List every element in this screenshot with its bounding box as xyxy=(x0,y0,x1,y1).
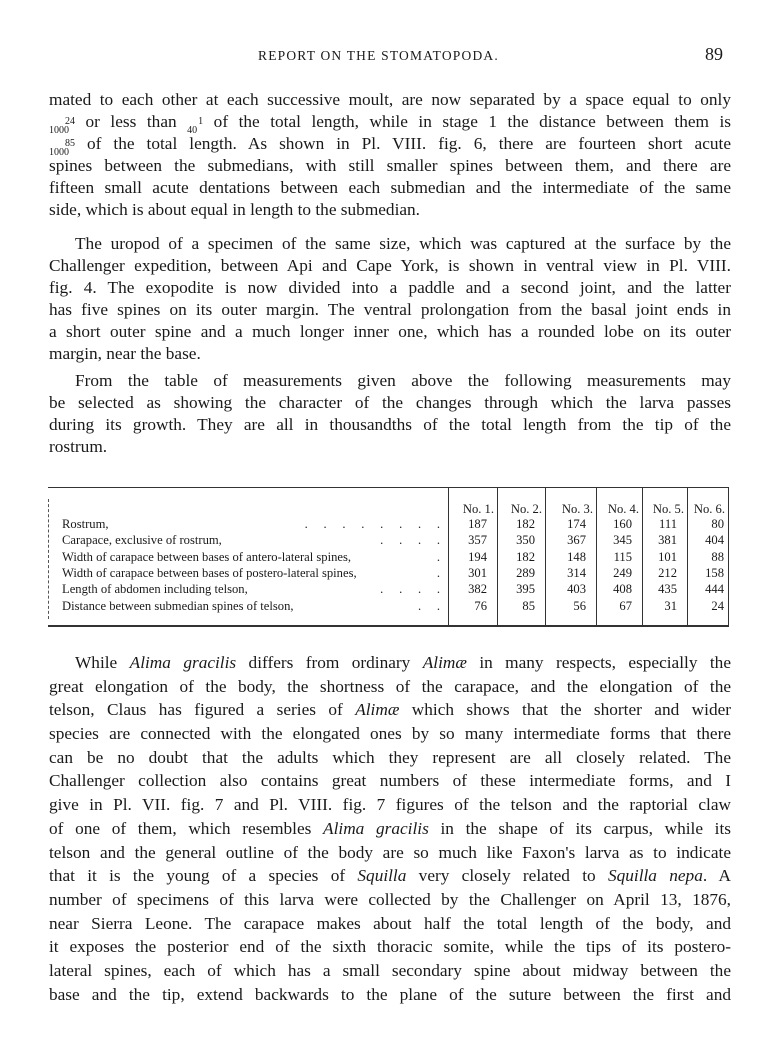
table-cell: 76 xyxy=(474,598,487,613)
column-divider xyxy=(642,487,643,627)
table-cell: 382 xyxy=(468,582,487,597)
column-divider xyxy=(448,487,449,627)
table-cell: 395 xyxy=(516,582,535,597)
text-run: or less than xyxy=(75,112,188,131)
text-line xyxy=(49,722,731,746)
table-cell: 182 xyxy=(516,517,535,531)
table-top-rule xyxy=(48,487,729,488)
paragraph-3 xyxy=(49,370,731,458)
text-line xyxy=(49,255,731,277)
text-run: base and the tip, extend backwards to the plane of the suture between the first and xyxy=(49,984,731,1004)
text-run: rostrum. xyxy=(49,437,108,456)
text-line xyxy=(49,983,731,1007)
text-run: near Sierra Leone. The carapace makes about half the total length of the body, and xyxy=(49,913,731,933)
row-leader: . . . . xyxy=(380,582,440,597)
text-run: Challenger collection also contains great numbers of these intermediate forms, and I xyxy=(49,771,731,791)
text-run: side, which is about equal in length to the submedian. xyxy=(49,200,420,219)
table-cell: 101 xyxy=(658,549,677,564)
fraction-denominator: 1000 xyxy=(49,125,69,136)
text-line xyxy=(49,414,731,436)
column-divider xyxy=(687,487,688,627)
text-line xyxy=(49,793,731,817)
table-cell: 111 xyxy=(659,517,677,531)
text-line xyxy=(49,89,731,111)
text-line xyxy=(49,959,731,983)
table-cell: 289 xyxy=(516,565,535,580)
table-cell: 158 xyxy=(705,565,724,580)
text-run: species are connected with the elongated ones by so many intermediate forms that there xyxy=(49,724,731,744)
table-cell: 444 xyxy=(705,582,724,597)
row-label: Width of carapace between bases of postero-lateral spines, xyxy=(62,565,357,580)
text-run: From the table of measurements given above the following measurements may xyxy=(75,371,731,390)
text-line xyxy=(49,817,731,841)
italic-term: Squilla nepa xyxy=(607,866,703,886)
text-run: has five spines on its outer margin. The ventral prolongation from the basal joint ends in xyxy=(49,300,731,319)
text-line xyxy=(49,343,731,365)
fraction-numerator: 24 xyxy=(65,116,75,127)
table-cell: 404 xyxy=(705,533,724,548)
text-run: that it is the young of a species of xyxy=(49,866,358,886)
text-run: of the total length, while in stage 1 the distance between them is xyxy=(203,112,731,131)
page-header xyxy=(0,44,776,68)
table-cell: 381 xyxy=(658,533,677,548)
text-run: great elongation of the body, the shortness of the carapace, and the elongation of the xyxy=(49,676,731,696)
row-leader: . . xyxy=(417,598,440,613)
text-line xyxy=(49,841,731,865)
row-label: Width of carapace between bases of antero-lateral spines, xyxy=(62,549,352,564)
row-leader: . xyxy=(436,549,440,564)
row-label: Carapace, exclusive of rostrum, xyxy=(62,533,222,548)
column-divider xyxy=(728,487,729,627)
paragraph-1 xyxy=(49,89,731,221)
text-line xyxy=(49,370,731,392)
column-header: No. 6. xyxy=(693,502,725,516)
text-line xyxy=(49,321,731,343)
text-run: number of specimens of this larva were collected by the Challenger on April 13, 1876, xyxy=(49,889,731,909)
text-line xyxy=(49,436,731,458)
italic-term: Squilla xyxy=(357,866,407,886)
column-divider xyxy=(596,487,597,627)
text-run: fig. 4. The exopodite is now divided into a paddle and a second joint, and the latter xyxy=(49,278,731,297)
text-run: telson and the general outline of the body are so much like Faxon's larva as to indicate xyxy=(49,842,731,862)
fraction-numerator: 1 xyxy=(198,116,204,127)
table-cell: 67 xyxy=(619,598,632,613)
table-cell: 367 xyxy=(567,533,586,548)
table-cell: 350 xyxy=(516,533,535,548)
text-run: margin, near the base. xyxy=(49,344,201,363)
table-cell: 85 xyxy=(522,598,535,613)
italic-term: Alima gracilis xyxy=(129,653,237,672)
column-header: No. 5. xyxy=(652,502,684,516)
column-header: No. 3. xyxy=(561,502,593,516)
text-run: be selected as showing the character of the changes through which the larva passes xyxy=(49,393,731,412)
text-run: fifteen small acute dentations between each submedian and the intermediate of the same xyxy=(49,178,731,197)
table-cell: 435 xyxy=(658,582,677,597)
table-cell: 249 xyxy=(613,565,632,580)
text-run: differs from ordinary xyxy=(236,653,423,672)
table-cell: 187 xyxy=(468,517,487,531)
text-run: spines between the submedians, with still smaller spines between them, and there are xyxy=(49,156,731,175)
text-line xyxy=(49,698,731,722)
column-divider xyxy=(545,487,546,627)
table-cell: 314 xyxy=(567,565,586,580)
column-header: No. 2. xyxy=(510,502,542,516)
text-line xyxy=(49,155,731,177)
text-line xyxy=(49,177,731,199)
text-run: The uropod of a specimen of the same size, which was captured at the surface by the xyxy=(75,234,731,253)
page-number: 89 xyxy=(705,44,723,64)
table-cell: 345 xyxy=(613,533,632,548)
table-cell: 148 xyxy=(567,549,586,564)
text-run: give in Pl. VII. fig. 7 and Pl. VIII. fig. 7 figures of the telson and the raptorial claw xyxy=(49,795,731,815)
column-header: No. 4. xyxy=(607,502,639,516)
table-cell: 80 xyxy=(711,517,724,531)
table-cell: 182 xyxy=(516,549,535,564)
measurements-table xyxy=(48,487,729,627)
column-divider xyxy=(497,487,498,627)
text-run: of one of them, which resembles xyxy=(49,818,324,838)
text-line xyxy=(49,199,731,221)
text-line xyxy=(49,935,731,959)
fraction-denominator: 1000 xyxy=(49,147,69,158)
text-run: in the shape of its carpus, while its xyxy=(428,818,731,838)
fraction xyxy=(49,115,75,136)
table-cell: 160 xyxy=(613,517,632,531)
table-cell: 56 xyxy=(573,598,586,613)
table-bottom-rule xyxy=(48,625,729,627)
paragraph-4 xyxy=(49,651,731,1006)
column-header: No. 1. xyxy=(462,502,494,516)
text-line xyxy=(49,769,731,793)
text-line xyxy=(49,912,731,936)
text-run: of the total length. As shown in Pl. VIII. fig. 6, there are fourteen short acute xyxy=(75,134,731,153)
table-cell: 212 xyxy=(658,565,677,580)
text-run: mated to each other at each successive moult, are now separated by a space equal to only xyxy=(49,90,731,109)
fraction-denominator: 40 xyxy=(187,125,198,136)
text-run: a short outer spine and a much longer inner one, which has a rounded lobe on its outer xyxy=(49,322,731,341)
text-run: in many respects, especially the xyxy=(466,653,731,672)
table-cell: 115 xyxy=(613,549,632,564)
fraction xyxy=(49,137,75,158)
italic-term: Alima gracilis xyxy=(323,818,429,838)
row-leader: . . . . . . . . xyxy=(304,517,440,531)
text-line xyxy=(49,111,731,136)
italic-term: Alimæ xyxy=(355,700,400,720)
fraction-numerator: 85 xyxy=(65,138,75,149)
text-run: While xyxy=(75,653,130,672)
table-cell: 357 xyxy=(468,533,487,548)
table-cell: 403 xyxy=(567,582,586,597)
text-line xyxy=(49,133,731,158)
text-run: telson, Claus has figured a series of xyxy=(49,700,356,720)
text-line xyxy=(49,233,731,255)
text-run: it exposes the posterior end of the sixth thoracic somite, while the tips of its postero- xyxy=(49,937,731,957)
paragraph-2 xyxy=(49,233,731,365)
text-run: very closely related to xyxy=(406,866,608,886)
table-cell: 194 xyxy=(468,549,487,564)
text-run: . A xyxy=(702,866,731,886)
fraction xyxy=(187,115,204,136)
row-label: Length of abdomen including telson, xyxy=(62,582,248,597)
table-left-rule xyxy=(48,499,49,619)
text-line xyxy=(49,277,731,299)
table-cell: 88 xyxy=(711,549,724,564)
row-label: Distance between submedian spines of telson, xyxy=(62,598,294,613)
table-cell: 31 xyxy=(664,598,677,613)
text-run: which shows that the shorter and wider xyxy=(399,700,732,720)
row-leader: . . . . xyxy=(380,533,440,548)
text-line xyxy=(49,864,731,888)
table-cell: 174 xyxy=(567,517,586,531)
text-run: Challenger expedition, between Api and Cape York, is shown in ventral view in Pl. VIII. xyxy=(49,256,731,275)
text-line xyxy=(49,651,731,675)
text-line xyxy=(49,392,731,414)
text-line xyxy=(49,888,731,912)
table-cell: 301 xyxy=(468,565,487,580)
italic-term: Alimæ xyxy=(422,653,467,672)
text-run: lateral spines, each of which has a small secondary spine about midway between the xyxy=(49,960,731,980)
table-cell: 408 xyxy=(613,582,632,597)
row-label: Rostrum, xyxy=(62,517,109,531)
text-run: can be no doubt that the adults which they represent are all closely related. The xyxy=(49,747,731,767)
row-leader: . xyxy=(436,565,440,580)
text-run: during its growth. They are all in thousandths of the total length from the tip of the xyxy=(49,415,731,434)
table-cell: 24 xyxy=(711,598,724,613)
text-line xyxy=(49,746,731,770)
running-title: REPORT ON THE STOMATOPODA. xyxy=(258,48,499,63)
text-line xyxy=(49,675,731,699)
text-line xyxy=(49,299,731,321)
